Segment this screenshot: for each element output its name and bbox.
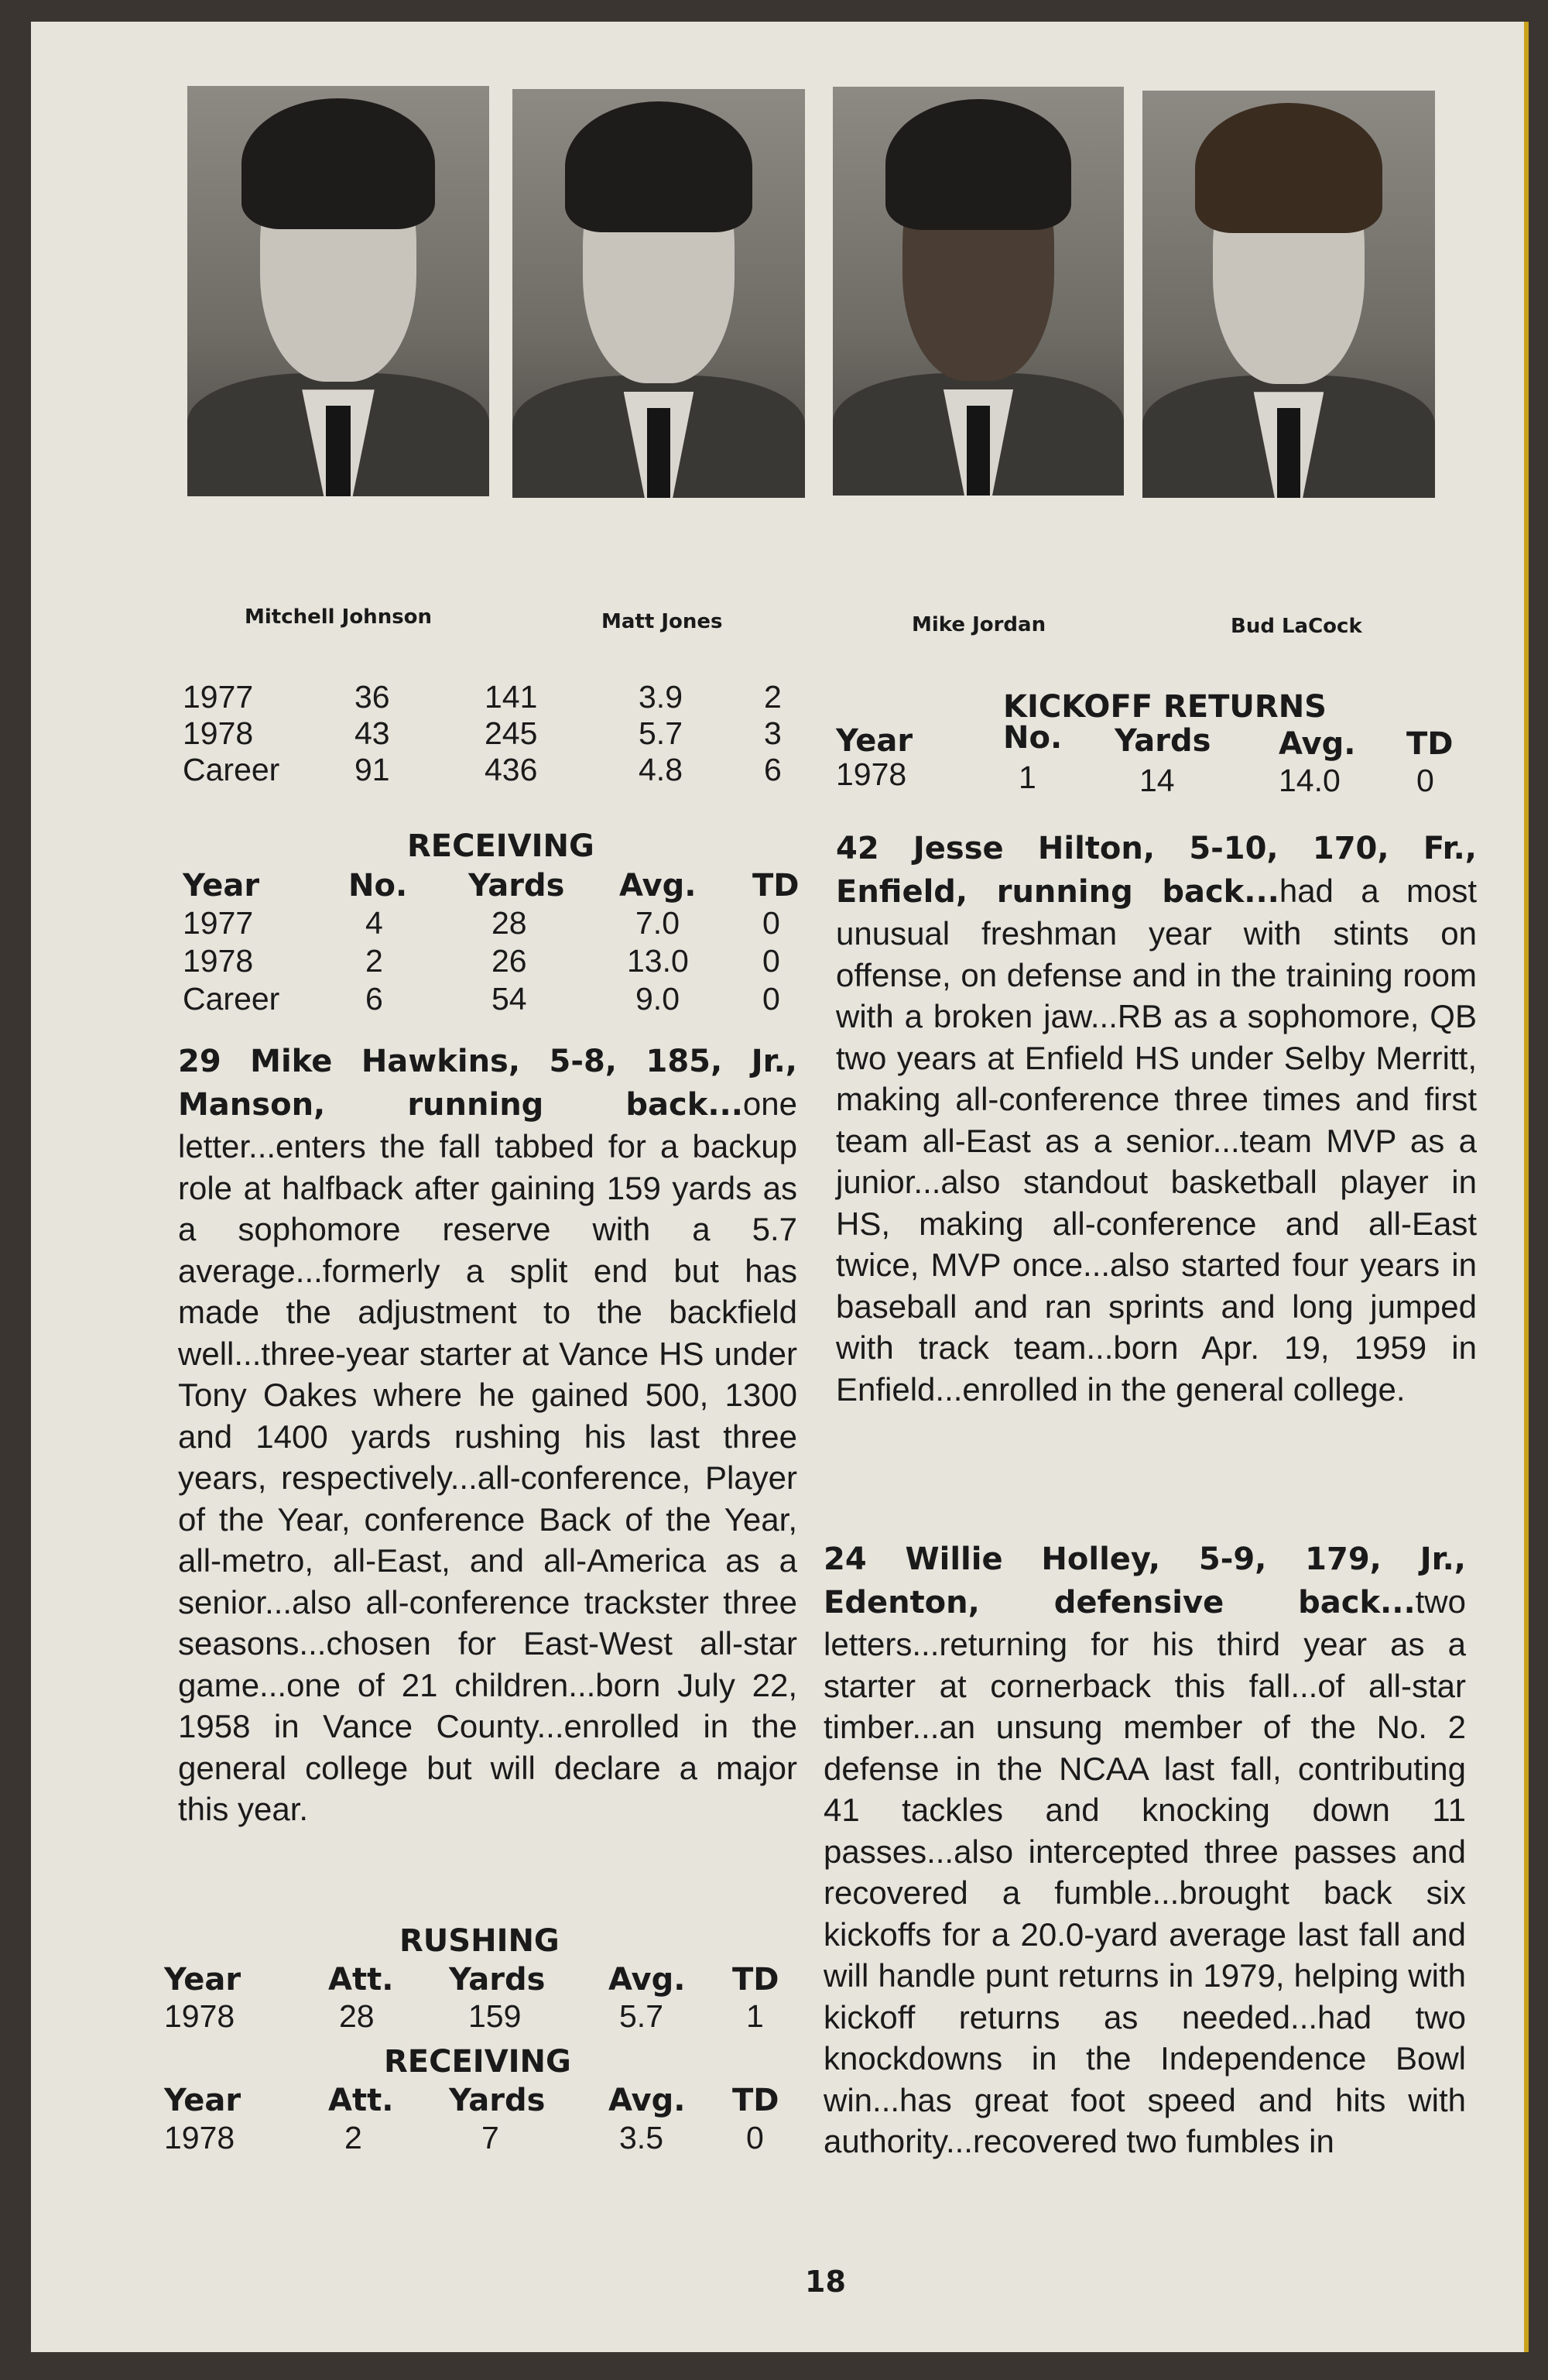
stat-cell: 3.5 (619, 2120, 663, 2155)
stat-cell: 1978 (164, 1998, 235, 2034)
stat-cell: 159 (468, 1998, 522, 2034)
col-header: Yards (1115, 723, 1211, 759)
stat-cell: 3.9 (639, 679, 683, 715)
col-header: Att. (328, 1962, 394, 1998)
stat-cell: 0 (762, 905, 780, 941)
col-header: Year (164, 2083, 241, 2118)
col-header: Yards (468, 868, 565, 904)
stat-cell: 0 (762, 981, 780, 1017)
col-header: Year (183, 868, 260, 904)
table-title: RECEIVING (384, 2044, 571, 2080)
stat-cell: 7.0 (635, 905, 680, 941)
stat-cell: Career (183, 752, 280, 787)
col-header: TD (752, 868, 800, 904)
stat-cell: 0 (762, 943, 780, 979)
col-header: Yards (449, 2083, 546, 2118)
photo-mike-jordan (833, 87, 1124, 496)
col-header: Year (164, 1962, 241, 1998)
bio-mike-hawkins (178, 1040, 797, 1830)
table-title: RUSHING (399, 1923, 560, 1959)
stat-cell: 1978 (183, 943, 254, 979)
caption-bud-lacock: Bud LaCock (1231, 615, 1362, 638)
stat-cell: 5.7 (639, 715, 683, 751)
bio-text: had a most unusual freshman year with stints on offense, on defense and in the training room with a broken jaw...RB as a sophomore, QB two years at Enfield HS under Selby Merritt, making all-conference three times and first team all-East as a senior...team MVP as a junior...also standout basketball player in HS, making all-conference and all-East twice, MVP once...also started four years in baseball and ran sprints and long jumped with track team...born Apr. 19, 1959 in Enfield...enrolled in the general college. (836, 872, 1477, 1408)
col-header: Yards (449, 1962, 546, 1998)
bio-lead: 24 Willie Holley, 5-9, 179, Jr., Edenton, defensive back... (824, 1542, 1466, 1620)
stat-cell: 141 (485, 679, 538, 715)
stat-cell: 1 (1019, 760, 1036, 795)
bio-lead: 42 Jesse Hilton, 5-10, 170, Fr., Enfield, running back... (836, 831, 1477, 910)
stat-cell: 1978 (836, 756, 907, 792)
stat-cell: 1977 (183, 905, 254, 941)
stat-cell: 28 (491, 905, 527, 941)
table-title: KICKOFF RETURNS (1003, 689, 1327, 725)
caption-matt-jones: Matt Jones (601, 610, 723, 633)
stat-cell: 245 (485, 715, 538, 751)
page-number: 18 (805, 2265, 846, 2299)
caption-mitchell-johnson: Mitchell Johnson (245, 605, 433, 629)
stat-cell: 91 (354, 752, 390, 787)
stat-cell: 0 (746, 2120, 764, 2155)
col-header: Att. (328, 2083, 394, 2118)
stat-cell: 3 (764, 715, 782, 751)
col-header: TD (732, 2083, 779, 2118)
col-header: Avg. (608, 2083, 686, 2118)
bio-text: one letter...enters the fall tabbed for a backup role at halfback after gaining 159 yards as a sophomore reserve with a 5.7 average...formerly a split end but has made the adjustment to the backfield well...three-year starter at Vance HS under Tony Oakes where he gained 500, 1300 and 1400 yards rushing his last three years, respectively...all-conference, Player of the Year, conference Back of the Year, all-metro, all-East, and all-America as a senior...also all-conference trackster three seasons...chosen for East-West all-star game...one of 21 children...born July 22, 1958 in Vance County...enrolled in the general college but will declare a major this year. (178, 1085, 797, 1827)
col-header: TD (1406, 726, 1454, 762)
photo-matt-jones (512, 89, 805, 498)
col-header: Avg. (608, 1962, 686, 1998)
stat-cell: 7 (481, 2120, 499, 2155)
stat-cell: 6 (764, 752, 782, 787)
stat-cell: Career (183, 981, 280, 1017)
stat-cell: 1977 (183, 679, 254, 715)
col-header: No. (1003, 720, 1063, 756)
col-header: No. (348, 868, 408, 904)
col-header: Avg. (1279, 726, 1356, 762)
stat-cell: 54 (491, 981, 527, 1017)
stat-cell: 4 (365, 905, 383, 941)
stat-cell: 1978 (183, 715, 254, 751)
stat-cell: 13.0 (627, 943, 689, 979)
col-header: TD (732, 1962, 779, 1998)
stat-cell: 4.8 (639, 752, 683, 787)
stat-cell: 9.0 (635, 981, 680, 1017)
bio-lead: 29 Mike Hawkins, 5-8, 185, Jr., Manson, running back... (178, 1044, 797, 1123)
photo-bud-lacock (1142, 91, 1435, 498)
stat-cell: 28 (339, 1998, 375, 2034)
stat-cell: 436 (485, 752, 538, 787)
stat-cell: 1978 (164, 2120, 235, 2155)
stat-cell: 2 (764, 679, 782, 715)
caption-mike-jordan: Mike Jordan (912, 613, 1046, 636)
book-page (31, 22, 1529, 2352)
stat-cell: 2 (365, 943, 383, 979)
col-header: Year (836, 723, 913, 759)
stat-cell: 5.7 (619, 1998, 663, 2034)
bio-text: two letters...returning for his third year as a starter at cornerback this fall...of all-star timber...an unsung member of the No. 2 defense in the NCAA last fall, contributing 41 tackles and knocking down 11 passes...also intercepted three passes and recovered a fumble...brought back six kickoffs for a 20.0-yard average last fall and will handle punt returns in 1979, helping with kickoff returns as needed...had two knockdowns in the Independence Bowl win...has great foot speed and hits with authority...recovered two fumbles in (824, 1583, 1466, 2159)
table-title: RECEIVING (407, 828, 594, 864)
stat-cell: 14.0 (1279, 763, 1341, 798)
stat-cell: 26 (491, 943, 527, 979)
stat-cell: 1 (746, 1998, 764, 2034)
stat-cell: 14 (1139, 763, 1175, 798)
stat-cell: 36 (354, 679, 390, 715)
stat-cell: 0 (1416, 763, 1434, 798)
stat-cell: 6 (365, 981, 383, 1017)
col-header: Avg. (619, 868, 697, 904)
photo-mitchell-johnson (187, 86, 489, 496)
stat-cell: 2 (344, 2120, 362, 2155)
bio-jesse-hilton (836, 827, 1477, 1410)
stat-cell: 43 (354, 715, 390, 751)
bio-willie-holley (824, 1538, 1466, 2162)
